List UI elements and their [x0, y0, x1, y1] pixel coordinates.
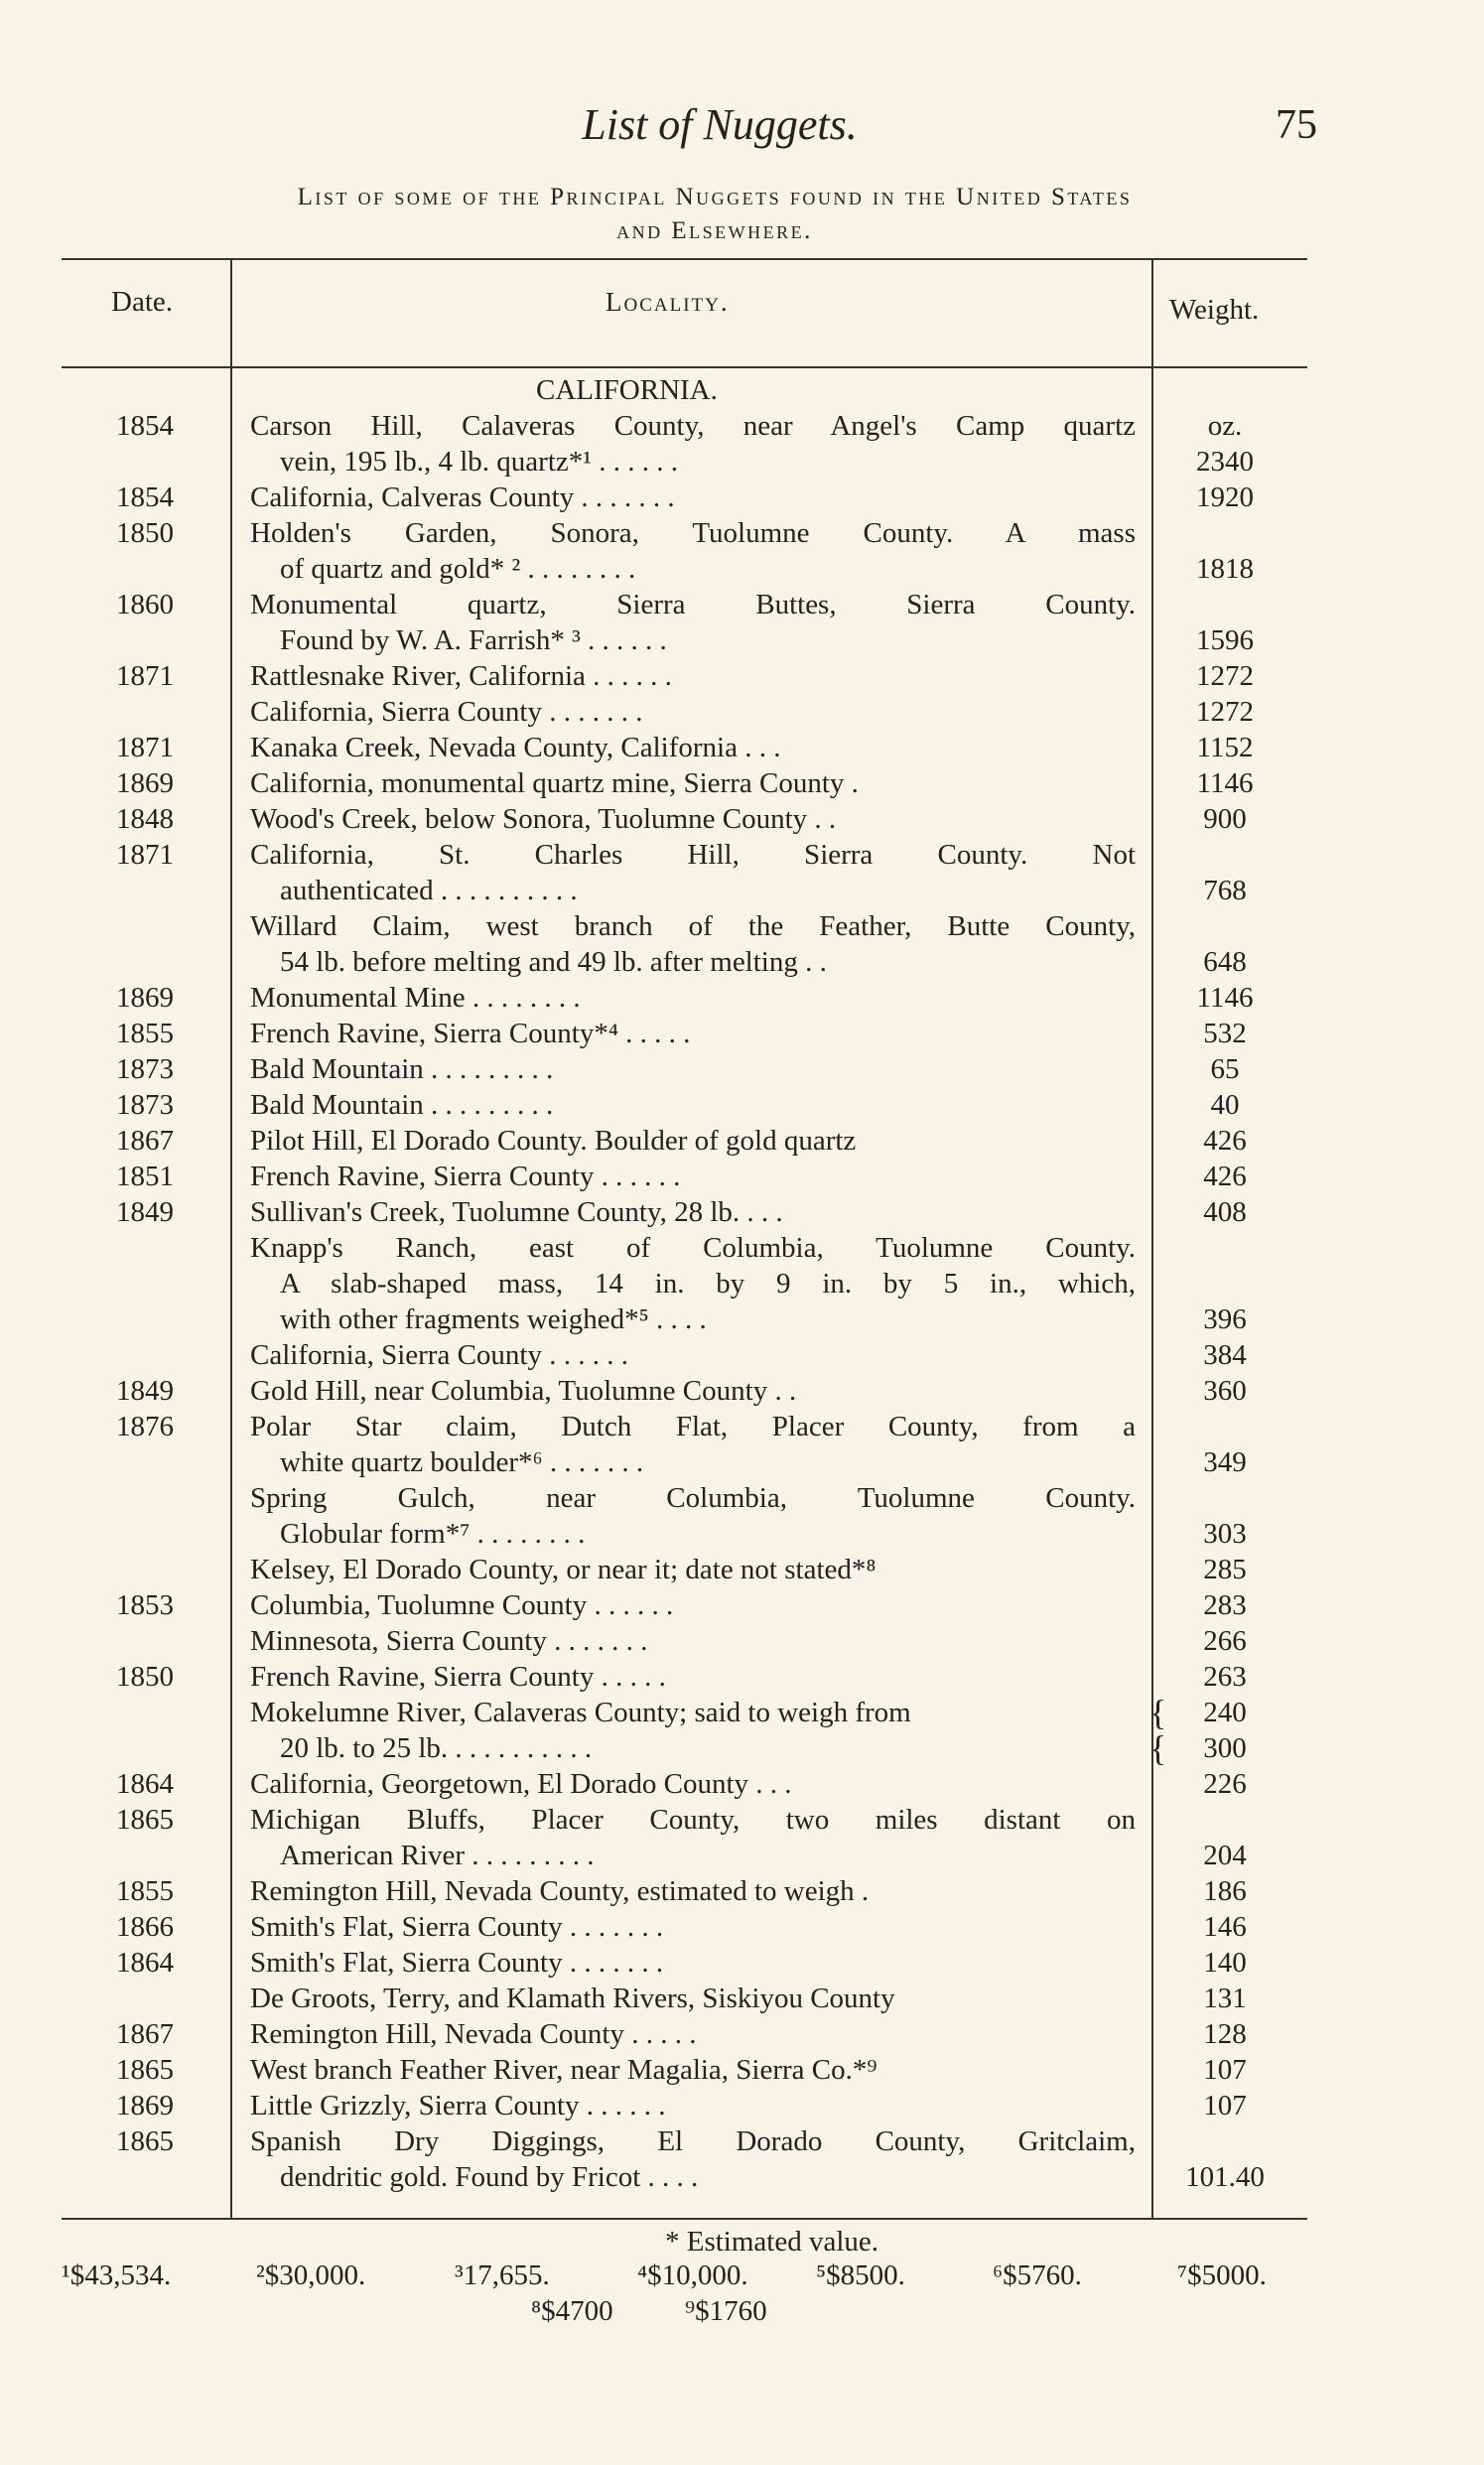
table-row	[0, 2052, 1484, 2088]
row-weight: 349	[1203, 1446, 1247, 1478]
row-locality: California, monumental quartz mine, Sierra County .	[250, 767, 859, 799]
row-locality: of quartz and gold* ² . . . . . . . .	[280, 553, 636, 585]
row-locality: Polar Star claim, Dutch Flat, Placer County, from a	[250, 1411, 1136, 1442]
row-date: 1865	[116, 1804, 174, 1836]
row-weight: 1920	[1196, 481, 1254, 513]
row-locality: Rattlesnake River, California . . . . . .	[250, 660, 672, 692]
row-locality: California, Sierra County . . . . . .	[250, 1339, 628, 1371]
row-weight: 40	[1210, 1089, 1240, 1121]
row-locality: CALIFORNIA.	[536, 374, 718, 406]
row-weight: 226	[1203, 1768, 1247, 1800]
row-date: 1849	[116, 1375, 174, 1407]
row-weight: 426	[1203, 1125, 1247, 1157]
row-date: 1871	[116, 732, 174, 763]
row-locality: Pilot Hill, El Dorado County. Boulder of gold quartz	[250, 1125, 857, 1157]
row-locality: Columbia, Tuolumne County . . . . . .	[250, 1589, 674, 1621]
running-title: List of Nuggets.	[582, 100, 858, 149]
table-row	[0, 1516, 1484, 1552]
weight-range-bracket: {	[1149, 1728, 1167, 1768]
table-row	[0, 837, 1484, 873]
table-row	[0, 1016, 1484, 1051]
table-row	[0, 1802, 1484, 1838]
footnote-8: ⁸$4700	[531, 2295, 613, 2327]
row-weight: 1152	[1196, 732, 1254, 763]
table-row	[0, 1981, 1484, 2016]
table-row	[0, 1659, 1484, 1695]
row-weight: 283	[1203, 1589, 1247, 1621]
row-weight: 65	[1210, 1053, 1240, 1085]
caption-line-1: List of some of the Principal Nuggets found in the United States	[297, 184, 1133, 210]
top-rule	[62, 258, 1307, 260]
row-date: 1869	[116, 982, 174, 1014]
row-date: 1854	[116, 481, 174, 513]
row-date: 1864	[116, 1768, 174, 1800]
row-weight: 648	[1203, 946, 1247, 978]
row-weight: 131	[1203, 1983, 1247, 2014]
row-date: 1876	[116, 1411, 174, 1442]
table-row	[0, 1337, 1484, 1373]
row-weight: 128	[1203, 2018, 1247, 2050]
row-locality: Gold Hill, near Columbia, Tuolumne County . .	[250, 1375, 797, 1407]
row-weight: oz.	[1207, 410, 1243, 442]
table-row	[0, 1230, 1484, 1266]
table-row	[0, 1909, 1484, 1945]
table-row	[0, 658, 1484, 694]
row-locality: with other fragments weighed*⁵ . . . .	[280, 1303, 707, 1335]
row-locality: Sullivan's Creek, Tuolumne County, 28 lb. . . .	[250, 1196, 783, 1228]
table-row	[0, 1766, 1484, 1802]
table-row	[0, 1409, 1484, 1444]
page-number: 75	[1276, 102, 1317, 148]
row-weight: 1818	[1196, 553, 1254, 585]
row-locality: West branch Feather River, near Magalia, Sierra Co.*⁹	[250, 2054, 877, 2086]
row-date: 1865	[116, 2054, 174, 2086]
row-date: 1873	[116, 1053, 174, 1085]
row-date: 1849	[116, 1196, 174, 1228]
table-row	[0, 1051, 1484, 1087]
footnote-7: ⁷$5000.	[1177, 2260, 1267, 2291]
table-row	[0, 2123, 1484, 2159]
row-locality: Carson Hill, Calaveras County, near Angel's Camp quartz	[250, 410, 1136, 442]
row-locality: Bald Mountain . . . . . . . . .	[250, 1053, 554, 1085]
row-locality: California, Calveras County . . . . . . .	[250, 481, 675, 513]
row-date: 1869	[116, 767, 174, 799]
row-weight: 900	[1203, 803, 1247, 835]
footnote-9: ⁹$1760	[685, 2295, 767, 2327]
footnote-3: ³17,655.	[455, 2260, 550, 2291]
row-weight: 768	[1203, 875, 1247, 906]
row-date: 1873	[116, 1089, 174, 1121]
row-weight: 1146	[1196, 767, 1254, 799]
row-locality: De Groots, Terry, and Klamath Rivers, Siskiyou County	[250, 1983, 895, 2014]
row-date: 1853	[116, 1589, 174, 1621]
row-locality: 20 lb. to 25 lb. . . . . . . . . . .	[280, 1732, 593, 1764]
table-row	[0, 1159, 1484, 1194]
row-locality: Kelsey, El Dorado County, or near it; date not stated*⁸	[250, 1554, 877, 1585]
column-header-date: Date.	[111, 286, 173, 318]
row-date: 1854	[116, 410, 174, 442]
row-weight: 263	[1203, 1661, 1247, 1693]
row-weight: 140	[1203, 1947, 1247, 1979]
row-date: 1848	[116, 803, 174, 835]
row-locality: Little Grizzly, Sierra County . . . . . .	[250, 2090, 666, 2122]
row-locality: American River . . . . . . . . .	[280, 1840, 595, 1871]
table-row	[0, 2159, 1484, 2195]
table-row	[0, 1480, 1484, 1516]
table-row	[0, 944, 1484, 980]
row-date: 1867	[116, 1125, 174, 1157]
row-weight: 1596	[1196, 624, 1254, 656]
table-row	[0, 587, 1484, 622]
row-weight: 303	[1203, 1518, 1247, 1550]
row-locality: Mokelumne River, Calaveras County; said to weigh from	[250, 1697, 911, 1728]
table-row	[0, 551, 1484, 587]
table-row	[0, 1587, 1484, 1623]
table-row	[0, 1373, 1484, 1409]
table-row	[0, 873, 1484, 908]
row-locality: Spring Gulch, near Columbia, Tuolumne County.	[250, 1482, 1136, 1514]
row-weight: 1272	[1196, 660, 1254, 692]
table-row	[0, 1123, 1484, 1159]
table-row	[0, 1623, 1484, 1659]
table-row	[0, 515, 1484, 551]
row-locality: 54 lb. before melting and 49 lb. after melting . .	[280, 946, 827, 978]
table-row	[0, 1552, 1484, 1587]
row-weight: 300	[1203, 1732, 1247, 1764]
row-date: 1865	[116, 2125, 174, 2157]
row-locality: Smith's Flat, Sierra County . . . . . . .	[250, 1911, 664, 1943]
row-locality: Michigan Bluffs, Placer County, two miles distant on	[250, 1804, 1136, 1836]
row-weight: 384	[1203, 1339, 1247, 1371]
row-locality: Remington Hill, Nevada County, estimated to weigh .	[250, 1875, 870, 1907]
footnote-1: ¹$43,534.	[62, 2260, 172, 2291]
page-header	[0, 95, 1484, 155]
table-row	[0, 1087, 1484, 1123]
table-row	[0, 444, 1484, 479]
table-row	[0, 1266, 1484, 1301]
row-locality: Spanish Dry Diggings, El Dorado County, Gritclaim,	[250, 2125, 1136, 2157]
caption-line-2: and Elsewhere.	[616, 217, 813, 244]
row-date: 1871	[116, 660, 174, 692]
row-weight: 1272	[1196, 696, 1254, 728]
row-weight: 146	[1203, 1911, 1247, 1943]
row-weight: 107	[1203, 2054, 1247, 2086]
row-locality: Smith's Flat, Sierra County . . . . . . .	[250, 1947, 664, 1979]
row-locality: vein, 195 lb., 4 lb. quartz*¹ . . . . . .	[280, 446, 678, 478]
row-locality: Bald Mountain . . . . . . . . .	[250, 1089, 554, 1121]
row-weight: 266	[1203, 1625, 1247, 1657]
row-weight: 204	[1203, 1840, 1247, 1871]
bottom-rule	[62, 2218, 1307, 2220]
row-locality: Minnesota, Sierra County . . . . . . .	[250, 1625, 648, 1657]
table-row	[0, 2016, 1484, 2052]
row-locality: Found by W. A. Farrish* ³ . . . . . .	[280, 624, 667, 656]
row-date: 1855	[116, 1875, 174, 1907]
table-row	[0, 1444, 1484, 1480]
footnote-6: ⁶$5760.	[993, 2260, 1082, 2291]
row-weight: 107	[1203, 2090, 1247, 2122]
row-weight: 285	[1203, 1554, 1247, 1585]
table-row	[0, 1945, 1484, 1981]
row-date: 1851	[116, 1161, 174, 1192]
table-row	[0, 408, 1484, 444]
row-date: 1855	[116, 1018, 174, 1049]
row-weight: 532	[1203, 1018, 1247, 1049]
row-locality: Holden's Garden, Sonora, Tuolumne County. A mass	[250, 517, 1136, 549]
row-weight: 101.40	[1185, 2161, 1265, 2193]
row-locality: California, St. Charles Hill, Sierra County. Not	[250, 839, 1136, 871]
table-row	[0, 980, 1484, 1016]
table-row	[0, 372, 1484, 408]
row-weight: 396	[1203, 1303, 1247, 1335]
table-row	[0, 801, 1484, 837]
footnote-estimated: * Estimated value.	[664, 2226, 879, 2258]
row-date: 1850	[116, 517, 174, 549]
nugget-table-body	[0, 372, 1484, 2195]
row-locality: Knapp's Ranch, east of Columbia, Tuolumne County.	[250, 1232, 1136, 1264]
row-locality: California, Sierra County . . . . . . .	[250, 696, 643, 728]
table-row	[0, 479, 1484, 515]
row-locality: Remington Hill, Nevada County . . . . .	[250, 2018, 697, 2050]
table-row	[0, 1301, 1484, 1337]
row-date: 1850	[116, 1661, 174, 1693]
row-locality: California, Georgetown, El Dorado County . . .	[250, 1768, 792, 1800]
table-row	[0, 908, 1484, 944]
row-locality: French Ravine, Sierra County . . . . . .	[250, 1161, 681, 1192]
table-row	[0, 1194, 1484, 1230]
row-weight: 408	[1203, 1196, 1247, 1228]
footnote-2: ²$30,000.	[256, 2260, 366, 2291]
table-row	[0, 765, 1484, 801]
table-row	[0, 2088, 1484, 2123]
row-locality: Kanaka Creek, Nevada County, California . . .	[250, 732, 781, 763]
row-locality: French Ravine, Sierra County . . . . .	[250, 1661, 666, 1693]
row-weight: 240	[1203, 1697, 1247, 1728]
table-row	[0, 1873, 1484, 1909]
row-locality: French Ravine, Sierra County*⁴ . . . . .	[250, 1018, 691, 1049]
row-date: 1864	[116, 1947, 174, 1979]
row-date: 1867	[116, 2018, 174, 2050]
row-locality: Wood's Creek, below Sonora, Tuolumne County . .	[250, 803, 837, 835]
row-date: 1869	[116, 2090, 174, 2122]
row-weight: 186	[1203, 1875, 1247, 1907]
footnote-4: ⁴$10,000.	[637, 2260, 748, 2291]
row-locality: Monumental Mine . . . . . . . .	[250, 982, 581, 1014]
row-locality: dendritic gold. Found by Fricot . . . .	[280, 2161, 699, 2193]
row-weight: 360	[1203, 1375, 1247, 1407]
row-date: 1860	[116, 589, 174, 620]
table-row	[0, 622, 1484, 658]
row-locality: Globular form*⁷ . . . . . . . .	[280, 1518, 586, 1550]
row-date: 1866	[116, 1911, 174, 1943]
row-locality: A slab-shaped mass, 14 in. by 9 in. by 5 in., which,	[280, 1268, 1136, 1300]
row-weight: 426	[1203, 1161, 1247, 1192]
weight-range-bracket: {	[1149, 1693, 1167, 1732]
header-rule	[62, 366, 1307, 368]
row-locality: Willard Claim, west branch of the Feather, Butte County,	[250, 910, 1136, 942]
row-weight: 1146	[1196, 982, 1254, 1014]
table-row	[0, 694, 1484, 730]
table-caption	[89, 181, 1340, 248]
column-header-weight: Weight.	[1169, 294, 1260, 326]
row-locality: white quartz boulder*⁶ . . . . . . .	[280, 1446, 644, 1478]
row-locality: authenticated . . . . . . . . . .	[280, 875, 578, 906]
row-weight: 2340	[1196, 446, 1254, 478]
table-row	[0, 1730, 1484, 1766]
column-header-locality: Locality.	[606, 287, 730, 317]
table-row	[0, 730, 1484, 765]
table-row	[0, 1695, 1484, 1730]
footnote-5: ⁵$8500.	[816, 2260, 905, 2291]
table-row	[0, 1838, 1484, 1873]
row-locality: Monumental quartz, Sierra Buttes, Sierra County.	[250, 589, 1136, 620]
row-date: 1871	[116, 839, 174, 871]
